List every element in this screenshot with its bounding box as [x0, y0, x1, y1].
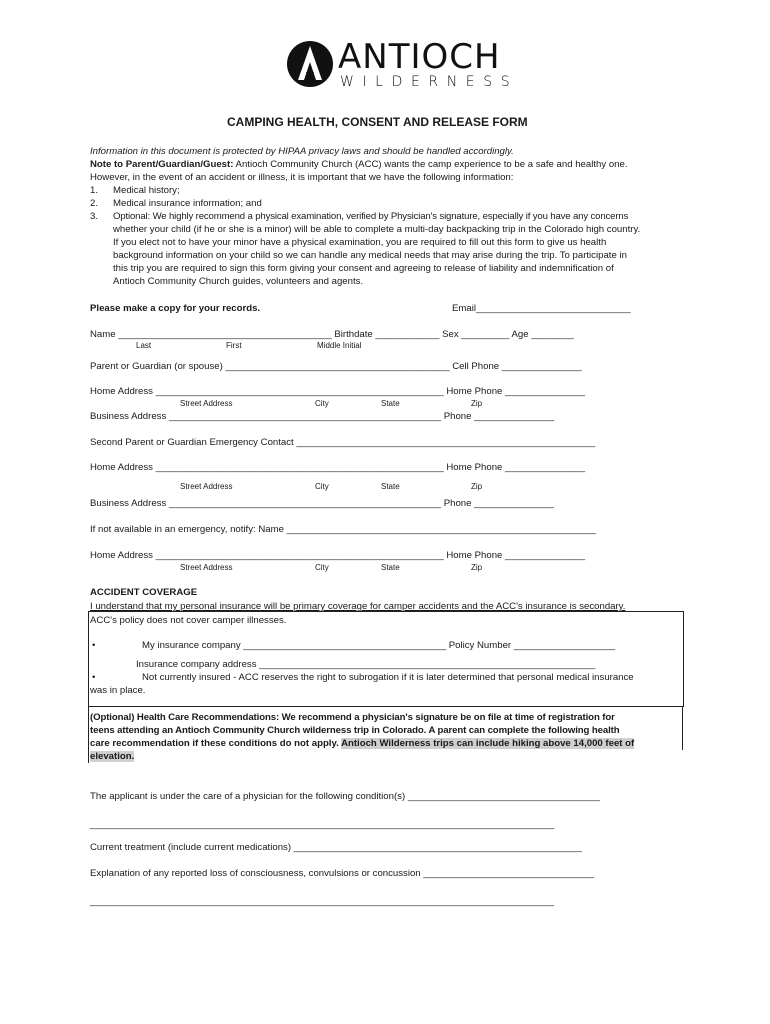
care-condition-blank[interactable]: _______________________________________________________________________________________: [90, 819, 555, 830]
state-label: State: [381, 482, 400, 491]
optional-line2: teens attending an Antioch Community Church wilderness trip in Colorado. A parent can complete the following health: [90, 725, 620, 736]
insurance-company-field[interactable]: My insurance company ______________________________________ Policy Number ___________________: [142, 640, 616, 651]
intro-item-3-cont: background information on your child so we can handle any medical needs that may arise during the trip. To participate in: [113, 250, 627, 261]
street-label: Street Address: [180, 482, 233, 491]
bullet: •: [92, 672, 96, 683]
intro-item-3-cont: If you elect not to have your minor have a physical examination, you are required to fill out this form to give us health: [113, 237, 607, 248]
optional-box-right: [682, 706, 683, 750]
page-title: CAMPING HEALTH, CONSENT AND RELEASE FORM: [227, 115, 528, 129]
consciousness-blank[interactable]: _______________________________________________________________________________________: [90, 896, 555, 907]
city-label: City: [315, 399, 329, 408]
intro-line2: However, in the event of an accident or illness, it is important that we have the following information:: [90, 172, 514, 183]
optional-line3a: care recommendation if these conditions do not apply.: [90, 738, 339, 749]
zip-label: Zip: [471, 563, 483, 572]
intro-item-2: Medical insurance information; and: [113, 198, 262, 209]
name-middle-label: Middle Initial: [317, 341, 362, 350]
home-address-field[interactable]: Home Address ______________________________________________________ Home Phone _______________: [90, 386, 586, 397]
not-insured-cont: was in place.: [90, 685, 146, 696]
copy-note: Please make a copy for your records.: [90, 303, 261, 314]
intro-item-3-cont: whether your child (if he or she is a minor) will be able to complete a multi-day backpacking trip in the Colorado high country.: [113, 224, 641, 235]
note-text: Antioch Community Church (ACC) wants the camp experience to be a safe and healthy one.: [233, 159, 628, 170]
note-label: Note to Parent/Guardian/Guest:: [90, 159, 234, 170]
consciousness-field[interactable]: Explanation of any reported loss of consciousness, convulsions or concussion ________________________________: [90, 868, 595, 879]
elevation-warning: Antioch Wilderness trips can include hiking above 14,000 feet of: [341, 738, 635, 749]
intro-item-3: Optional: We highly recommend a physical examination, verified by Physician's signature, especially if you have any concerns: [113, 211, 629, 222]
care-condition-field[interactable]: The applicant is under the care of a physician for the following condition(s) ____________________________________: [90, 791, 600, 802]
accident-heading: ACCIDENT COVERAGE: [90, 587, 198, 598]
optional-line1: (Optional) Health Care Recommendations: We recommend a physician's signature be on file at time of registration for: [90, 712, 615, 723]
email-field[interactable]: Email_____________________________: [452, 303, 631, 314]
business-address-field[interactable]: Business Address ___________________________________________________ Phone _______________: [90, 498, 555, 509]
accident-line1: I understand that my personal insurance will be primary coverage for camper accidents and the ACC's insurance is secondary.: [90, 601, 626, 612]
optional-line3: [90, 737, 634, 750]
name-field[interactable]: Name ________________________________________ Birthdate ____________ Sex _________ Age ________: [90, 329, 574, 340]
parent-field[interactable]: Parent or Guardian (or spouse) __________________________________________ Cell Phone _______________: [90, 361, 582, 372]
optional-box-left: [88, 706, 89, 763]
intro-item-3-cont: Antioch Community Church guides, volunteers and agents.: [113, 276, 364, 287]
accident-line2: ACC's policy does not cover camper illnesses.: [90, 615, 287, 626]
home-address-field[interactable]: Home Address ______________________________________________________ Home Phone _______________: [90, 462, 586, 473]
logo-subtitle: WILDERNESS: [340, 74, 519, 90]
home-address-field[interactable]: Home Address ______________________________________________________ Home Phone _______________: [90, 550, 586, 561]
city-label: City: [315, 482, 329, 491]
zip-label: Zip: [471, 482, 483, 491]
privacy-notice: Information in this document is protected by HIPAA privacy laws and should be handled accordingly.: [90, 146, 514, 157]
intro-item-1: Medical history;: [113, 185, 180, 196]
not-insured-option[interactable]: Not currently insured - ACC reserves the right to subrogation if it is later determined that personal medical insurance: [142, 672, 634, 683]
elevation-warning-cont: elevation.: [90, 751, 135, 762]
name-first-label: First: [226, 341, 242, 350]
insurance-address-field[interactable]: Insurance company address _______________________________________________________________: [136, 659, 596, 670]
logo-wordmark: ANTIOCH: [338, 37, 501, 77]
intro-item-1-num: 1.: [90, 185, 99, 196]
street-label: Street Address: [180, 563, 233, 572]
name-last-label: Last: [136, 341, 152, 350]
logo: [286, 37, 519, 90]
state-label: State: [381, 563, 400, 572]
zip-label: Zip: [471, 399, 483, 408]
intro-item-2-num: 2.: [90, 198, 99, 209]
intro-item-3-num: 3.: [90, 211, 99, 222]
second-parent-field[interactable]: Second Parent or Guardian Emergency Contact ________________________________________________________: [90, 437, 596, 448]
business-address-field[interactable]: Business Address ___________________________________________________ Phone _______________: [90, 411, 555, 422]
optional-line4: [90, 750, 134, 763]
note-line: [90, 158, 628, 171]
street-label: Street Address: [180, 399, 233, 408]
current-treatment-field[interactable]: Current treatment (include current medications) ______________________________________________________: [90, 842, 582, 853]
optional-box-top: [88, 706, 683, 707]
a-mountain-logo-icon: [286, 40, 334, 88]
bullet: •: [92, 640, 96, 651]
intro-item-3-cont: this trip you are required to sign this form giving your consent and agreeing to release of liability and indemnification of: [113, 263, 614, 274]
city-label: City: [315, 563, 329, 572]
notify-field[interactable]: If not available in an emergency, notify: Name __________________________________________________________: [90, 524, 597, 535]
state-label: State: [381, 399, 400, 408]
